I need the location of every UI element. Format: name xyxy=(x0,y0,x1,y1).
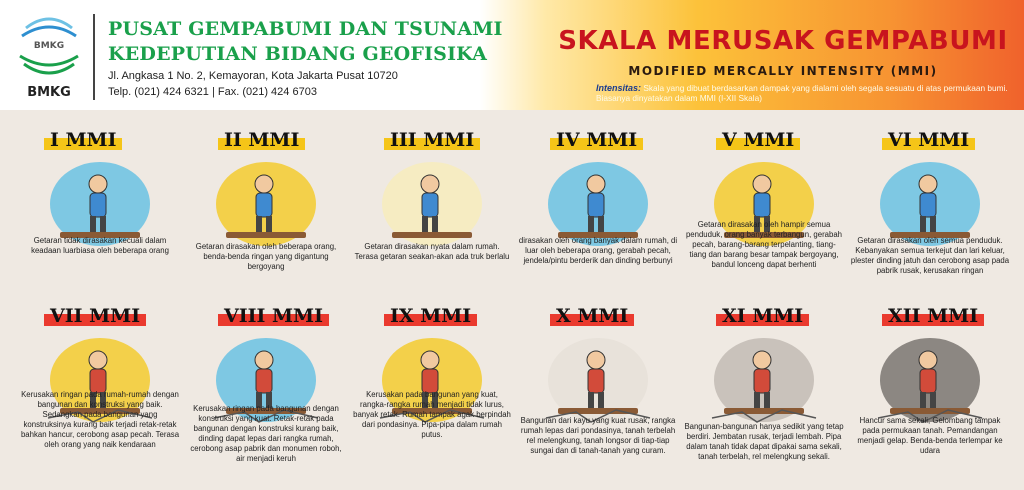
mmi-badge xyxy=(714,304,811,328)
mmi-badge xyxy=(548,128,645,152)
mmi-description: Kerusakan ringan pada rumah-rumah dengan bangunan dan konstruksi yang baik. Sedangkan pada bangunan yang konstruksinya kurang baik terjadi retak-retak bahkan hancur, cerobong asap pecah. Terasa oleh orang yang naik kendaraan xyxy=(20,390,180,449)
mmi-badge xyxy=(548,304,636,328)
mmi-description: Getaran dirasakan nyata dalam rumah. Terasa getaran seakan-akan ada truk berlalu xyxy=(354,242,510,261)
mmi-label: VII MMI xyxy=(50,305,141,327)
bmkg-logo xyxy=(16,8,82,100)
mmi-badge xyxy=(714,128,802,152)
phone-fax: Telp. (021) 424 6321 | Fax. (021) 424 6703 xyxy=(108,86,317,98)
mmi-label: X MMI xyxy=(556,305,629,327)
mmi-illustration xyxy=(536,324,660,430)
mmi-description: dirasakan oleh orang banyak dalam rumah, di luar oleh beberapa orang, gerabah pecah, jendela/pintu berderik dan dinding berbunyi xyxy=(518,236,678,265)
mmi-illustration xyxy=(702,324,826,430)
mmi-illustration xyxy=(868,324,992,430)
header-divider xyxy=(93,14,95,100)
mmi-label: V MMI xyxy=(722,129,795,151)
mmi-label: XI MMI xyxy=(722,305,804,327)
mmi-badge xyxy=(42,128,124,152)
logo-small-text: BMKG xyxy=(33,41,65,51)
mmi-description: Getaran dirasakan oleh hampir semua penduduk, orang banyak terbangun, gerabah pecah, barang-barang terpelanting, tiang-tiang dan barang besar tampak bergoyang, bandul lonceng dapat berhenti xyxy=(685,220,843,269)
mmi-label: IV MMI xyxy=(556,129,638,151)
mmi-illustration xyxy=(204,148,328,254)
mmi-badge xyxy=(880,128,977,152)
mmi-description: Getaran tidak dirasakan kecuali dalam keadaan luarbiasa oleh beberapa orang xyxy=(31,236,169,255)
mmi-badge xyxy=(880,304,986,328)
org-name-line1: PUSAT GEMPABUMI DAN TSUNAMI xyxy=(108,18,503,40)
mmi-description: Bangunan dari kayu yang kuat rusak, rangka rumah lepas dari pondasinya, tanah terbelah rel melengkung, tanah longsor di tiap-tiap sungai dan di tanah-tanah yang curam. xyxy=(520,416,676,455)
mmi-badge xyxy=(382,304,479,328)
mmi-description: Hancur sama sekali, Gelombang tampak pada permukaan tanah. Pemandangan menjadi gelap. Benda-benda terlempar ke udara xyxy=(857,416,1003,455)
mmi-badge xyxy=(42,304,148,328)
mmi-label: III MMI xyxy=(390,129,475,151)
intensitas-definition xyxy=(596,83,1016,103)
mmi-label: VI MMI xyxy=(888,129,970,151)
mmi-badge xyxy=(216,304,331,328)
mmi-label: I MMI xyxy=(50,129,117,151)
mmi-description: Bangunan-bangunan hanya sedikit yang tetap berdiri. Jembatan rusak, terjadi lembah. Pipa dalam tanah tidak dapat dipakai sama sekali, tanah terbelah, rel melengkung sekali. xyxy=(684,422,844,461)
mmi-label: XII MMI xyxy=(888,305,979,327)
mmi-label: IX MMI xyxy=(390,305,472,327)
mmi-description: Kerusakan ringan pada bangunan dengan konstruksi yang kuat. Retak-retak pada bangunan dengan konstruksi kurang baik, dinding dapat lepas dari rangka rumah, cerobong asap pabrik dan monumen roboh, air menjadi keruh xyxy=(190,404,342,463)
intensitas-text: Skala yang dibuat berdasarkan dampak yang dialami oleh segala sesuatu di atas permukaan bumi. Biasanya dinyatakan dalam MMI (I-XII Skala) xyxy=(596,83,1008,103)
page-title: SKALA MERUSAK GEMPABUMI xyxy=(558,26,1008,56)
page-subtitle: MODIFIED MERCALLY INTENSITY (MMI) xyxy=(628,64,938,78)
mmi-badge xyxy=(382,128,482,152)
mmi-label: VIII MMI xyxy=(224,305,323,327)
intensitas-label: Intensitas: xyxy=(596,83,642,93)
mmi-description: Getaran dirasakan oleh beberapa orang, benda-benda ringan yang digantung bergoyang xyxy=(195,242,337,271)
mmi-label: II MMI xyxy=(224,129,300,151)
mmi-description: Getaran dirasakan oleh semua penduduk. Kebanyakan semua terkejut dan lari keluar, plester dinding jatuh dan cerobong asap pada pabrik rusak, kerusakan ringan xyxy=(850,236,1010,275)
mmi-badge xyxy=(216,128,307,152)
mmi-illustration xyxy=(370,148,494,254)
org-name-line2: KEDEPUTIAN BIDANG GEOFISIKA xyxy=(108,43,488,65)
logo-text: BMKG xyxy=(27,85,71,100)
mmi-description: Kerusakan pada bangunan yang kuat, rangka-rangka rumah menjadi tidak lurus, banyak retak. Rumah tampak agak berpindah dari pondasinya. Pipa-pipa dalam rumah putus. xyxy=(353,390,511,439)
address: Jl. Angkasa 1 No. 2, Kemayoran, Kota Jakarta Pusat 10720 xyxy=(108,70,398,82)
